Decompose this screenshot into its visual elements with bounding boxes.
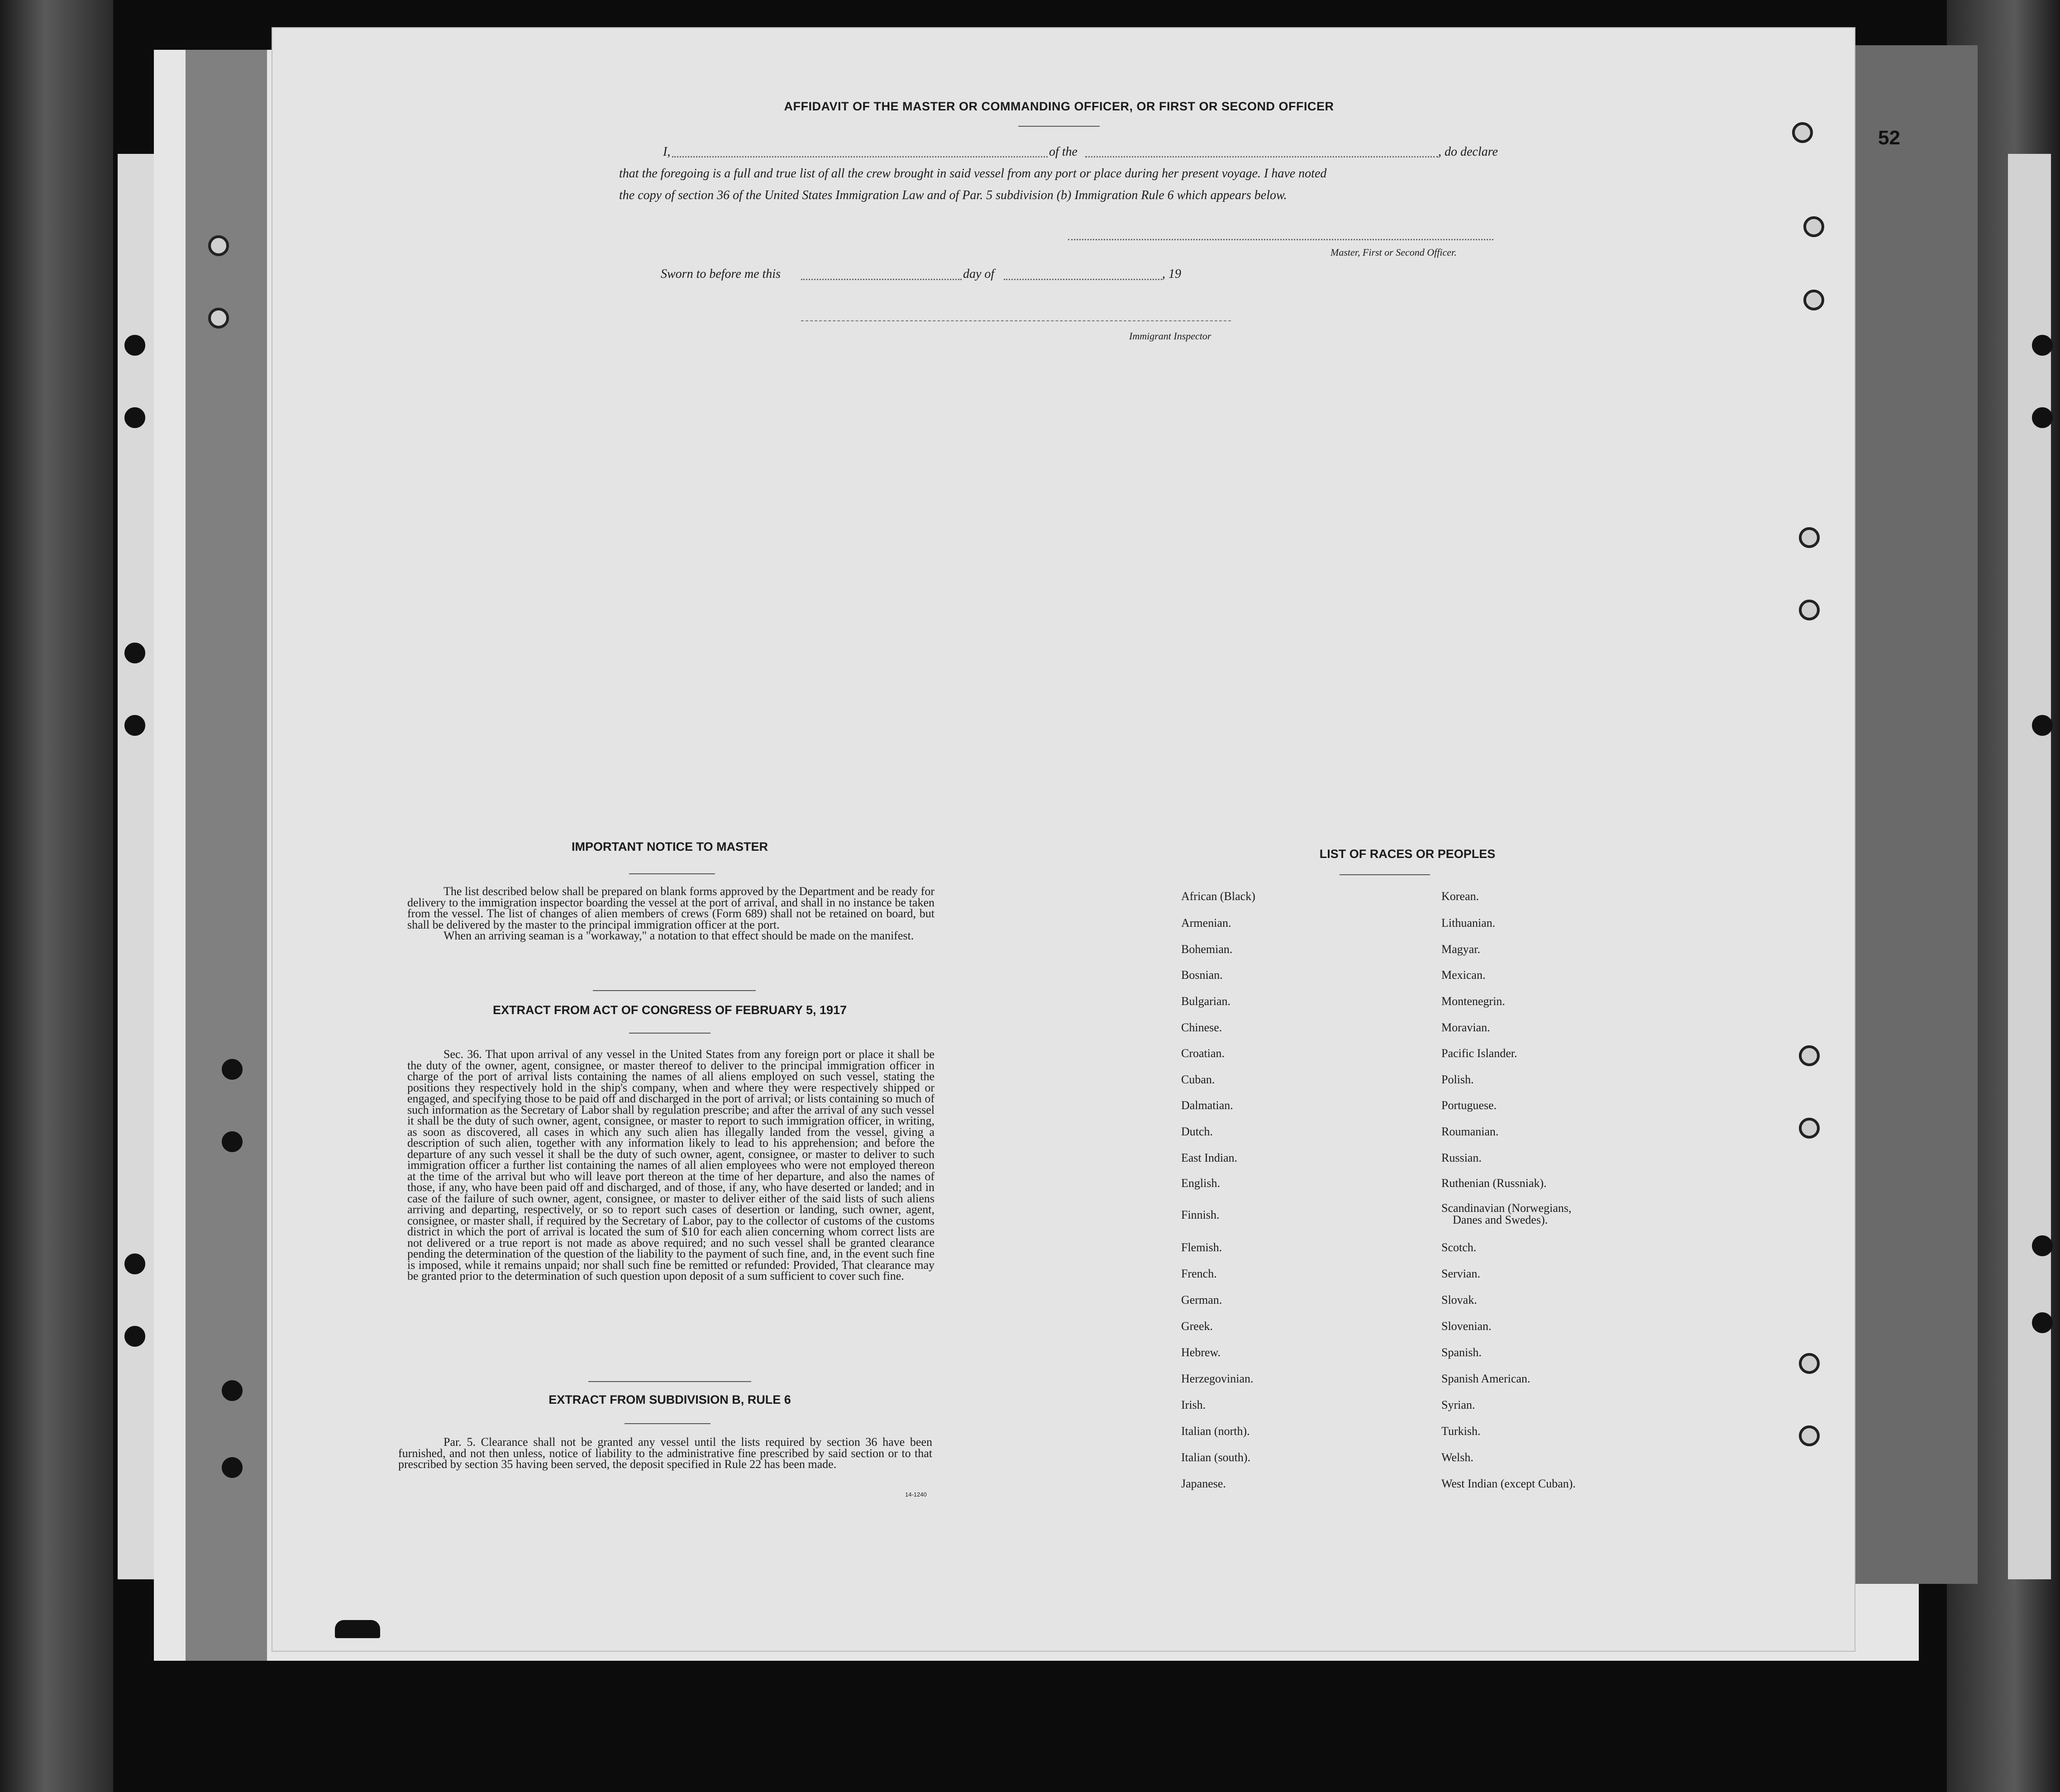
binder-hole — [124, 1326, 145, 1347]
notice-paragraph-1: The list described below shall be prepared on blank forms approved by the Department and be ready for delivery to the immigration inspector boarding the vessel at the port of arrival, and shall in no instance be taken from the vessel. The list of changes of alien members of crews (Form 689) shall not be retained on board, but shall be delivered by the master to the principal immigration officer at the port. — [407, 885, 935, 931]
race-item: Polish. — [1441, 1073, 1474, 1086]
race-item: Scandinavian (Norwegians, — [1441, 1201, 1572, 1215]
race-item: French. — [1181, 1267, 1217, 1280]
manifest-page — [272, 27, 1855, 1652]
scan-edge-left — [0, 0, 113, 1792]
notice-text — [407, 886, 935, 942]
race-item: Cuban. — [1181, 1073, 1215, 1086]
race-item: Portuguese. — [1441, 1099, 1497, 1112]
binder-hole — [2032, 1312, 2053, 1333]
race-item: Japanese. — [1181, 1477, 1226, 1490]
race-item: Syrian. — [1441, 1398, 1475, 1411]
binder-hole — [222, 1457, 243, 1478]
race-item: Scotch. — [1441, 1241, 1477, 1254]
races-divider — [1340, 874, 1430, 875]
race-item: English. — [1181, 1177, 1220, 1190]
binder-strip-right — [2008, 154, 2051, 1579]
par-5-text: Par. 5. Clearance shall not be granted any vessel until the lists required by section 36 have been furnished, and not then unless, notice of liability to the administrative fine prescribed by said section or to that prescribed by section 35 having been served, the deposit specified in Rule 22 has been made. — [398, 1435, 932, 1471]
affidavit-of-the: of the — [1049, 145, 1078, 159]
affidavit-declare: , do declare — [1438, 145, 1498, 159]
binder-hole — [1799, 1353, 1820, 1374]
corner-mark — [335, 1620, 380, 1638]
race-item: Bulgarian. — [1181, 995, 1231, 1008]
binder-hole — [124, 643, 145, 663]
race-item: Spanish American. — [1441, 1372, 1531, 1385]
notice-divider — [629, 873, 715, 874]
race-item: Dalmatian. — [1181, 1099, 1233, 1112]
binder-hole — [124, 1253, 145, 1274]
affidavit-line-3: the copy of section 36 of the United States Immigration Law and of Par. 5 subdivision (b) Immigration Rule 6 which appears below. — [619, 188, 1287, 202]
notice-paragraph-2: When an arriving seaman is a "workaway," a notation to that effect should be made on the manifest. — [443, 929, 914, 942]
section-divider — [588, 1381, 751, 1382]
race-item: Mexican. — [1441, 968, 1486, 982]
binder-hole — [124, 407, 145, 428]
binder-hole — [2032, 1235, 2053, 1256]
race-item: Spanish. — [1441, 1346, 1482, 1359]
race-item: Italian (south). — [1181, 1451, 1251, 1464]
race-item: Ruthenian (Russniak). — [1441, 1177, 1547, 1190]
extract-rule-title: EXTRACT FROM SUBDIVISION B, RULE 6 — [548, 1393, 791, 1406]
inspector-signature-line — [801, 320, 1231, 321]
race-item: Lithuanian. — [1441, 916, 1496, 929]
race-item: Montenegrin. — [1441, 995, 1505, 1008]
binder-hole — [2032, 335, 2053, 356]
binder-hole — [124, 335, 145, 356]
extract-act-title: EXTRACT FROM ACT OF CONGRESS OF FEBRUARY 5, 1917 — [492, 1003, 847, 1017]
race-item: Croatian. — [1181, 1047, 1225, 1060]
binder-hole — [1799, 600, 1820, 620]
race-item: Korean. — [1441, 890, 1479, 903]
race-item: Italian (north). — [1181, 1425, 1250, 1438]
binder-hole — [1803, 216, 1824, 237]
race-item: Irish. — [1181, 1398, 1206, 1411]
affidavit-i: I, — [663, 145, 671, 159]
extract-rule-divider — [625, 1423, 711, 1424]
title-divider — [1018, 126, 1100, 127]
sworn-day-blank — [801, 279, 962, 280]
race-item: Hebrew. — [1181, 1346, 1221, 1359]
sworn-prefix: Sworn to before me this — [661, 267, 781, 281]
binder-strip-left — [118, 154, 158, 1579]
race-item: Bosnian. — [1181, 968, 1223, 982]
form-code: 14-1240 — [905, 1491, 927, 1498]
race-item: Pacific Islander. — [1441, 1047, 1517, 1060]
binder-hole — [1799, 1045, 1820, 1066]
race-item: Danes and Swedes). — [1453, 1213, 1548, 1226]
race-item: Dutch. — [1181, 1125, 1213, 1138]
extract-act-text — [407, 1049, 935, 1282]
race-item: African (Black) — [1181, 890, 1255, 903]
race-item: Armenian. — [1181, 916, 1231, 929]
binder-hole — [2032, 407, 2053, 428]
race-item: Magyar. — [1441, 943, 1480, 956]
race-item: Bohemian. — [1181, 943, 1233, 956]
sheet-edge-band — [186, 50, 267, 1661]
races-title: LIST OF RACES OR PEOPLES — [1319, 847, 1496, 861]
sworn-month-blank — [1004, 279, 1162, 280]
binder-hole — [2032, 715, 2053, 736]
binder-hole — [1799, 1425, 1820, 1446]
race-item: Flemish. — [1181, 1241, 1222, 1254]
race-item: Chinese. — [1181, 1021, 1222, 1034]
master-signature-line — [1068, 239, 1493, 240]
race-item: Slovak. — [1441, 1293, 1477, 1306]
race-item: Turkish. — [1441, 1425, 1481, 1438]
binder-hole — [222, 1380, 243, 1401]
binder-hole — [208, 308, 229, 329]
affidavit-title: AFFIDAVIT OF THE MASTER OR COMMANDING OFFICER, OR FIRST OR SECOND OFFICER — [784, 100, 1334, 113]
sworn-day-of: day of — [963, 267, 995, 281]
race-item: Greek. — [1181, 1320, 1213, 1333]
race-item: East Indian. — [1181, 1151, 1238, 1164]
race-item: Herzegovinian. — [1181, 1372, 1254, 1385]
master-caption: Master, First or Second Officer. — [1330, 247, 1457, 258]
extract-rule-text — [398, 1437, 932, 1470]
binder-hole — [222, 1131, 243, 1152]
vessel-blank — [1085, 156, 1438, 157]
race-item: German. — [1181, 1293, 1222, 1306]
sheet-edge-right — [1855, 45, 1978, 1584]
binder-hole — [1799, 527, 1820, 548]
affidavit-line-2: that the foregoing is a full and true list of all the crew brought in said vessel from any port or place during her present voyage. I have noted — [619, 167, 1327, 181]
sworn-year: , 19 — [1162, 267, 1181, 281]
race-item: Moravian. — [1441, 1021, 1490, 1034]
section-divider — [593, 990, 756, 991]
binder-hole — [222, 1059, 243, 1080]
race-item: Russian. — [1441, 1151, 1482, 1164]
race-item: Servian. — [1441, 1267, 1480, 1280]
race-item: Slovenian. — [1441, 1320, 1492, 1333]
binder-hole — [1792, 122, 1813, 143]
extract-act-divider — [629, 1033, 711, 1034]
binder-hole — [208, 235, 229, 256]
binder-hole — [124, 715, 145, 736]
race-item: Roumanian. — [1441, 1125, 1499, 1138]
notice-title: IMPORTANT NOTICE TO MASTER — [572, 840, 768, 853]
page-number: 52 — [1878, 127, 1900, 149]
binder-hole — [1803, 290, 1824, 310]
name-blank — [672, 156, 1048, 157]
section-36-text: Sec. 36. That upon arrival of any vessel in the United States from any foreign port or place it shall be the duty of the owner, agent, consignee, or master thereof to deliver to the principal immigration officer in charge of the port of arrival lists containing the names of all aliens employed on such vessel, stating the positions they respectively hold in the ship's company, when and where they were respectively shipped or engaged, and specifying those to be paid off and discharged in the port of arrival; or lists containing so much of such information as the Secretary of Labor shall by regulation prescribe; and after the arrival of any such vessel it shall be the duty of such owner, agent, consignee, or master to report to such immigration officer, in writing, as soon as discovered, all cases in which any such alien has illegally landed from the vessel, giving a description of such alien, together with any information likely to lead to his apprehension; and before the departure of any such vessel it shall be the duty of such owner, agent, consignee, or master to deliver to such immigration officer a further list containing the names of all alien employees who were not employed thereon at the time of the arrival but who will leave port thereon at the time of her departure, and also the names of those, if any, who have been paid off and discharged, and of those, if any, who have deserted or landed; and in case of the failure of such owner, agent, consignee, or master to deliver either of the said lists of such aliens arriving and departing, respectively, or so to report such cases of desertion or landing, such owner, agent, consignee, or master shall, if required by the Secretary of Labor, pay to the collector of customs of the customs district in which the port of arrival is located the sum of $10 for each alien concerning whom correct lists are not delivered or a true report is not made as above required; and no such vessel shall be granted clearance pending the determination of the question of the liability to the payment of such fine, and, in the event such fine is imposed, while it remains unpaid; nor shall such fine be remitted or refunded: Provided, That clearance may be granted prior to the determination of such question upon deposit of a sum sufficient to cover such fine. — [407, 1048, 935, 1282]
race-item: West Indian (except Cuban). — [1441, 1477, 1576, 1490]
race-item: Finnish. — [1181, 1208, 1220, 1221]
binder-hole — [1799, 1118, 1820, 1139]
inspector-caption: Immigrant Inspector — [1129, 330, 1211, 342]
race-item: Welsh. — [1441, 1451, 1473, 1464]
